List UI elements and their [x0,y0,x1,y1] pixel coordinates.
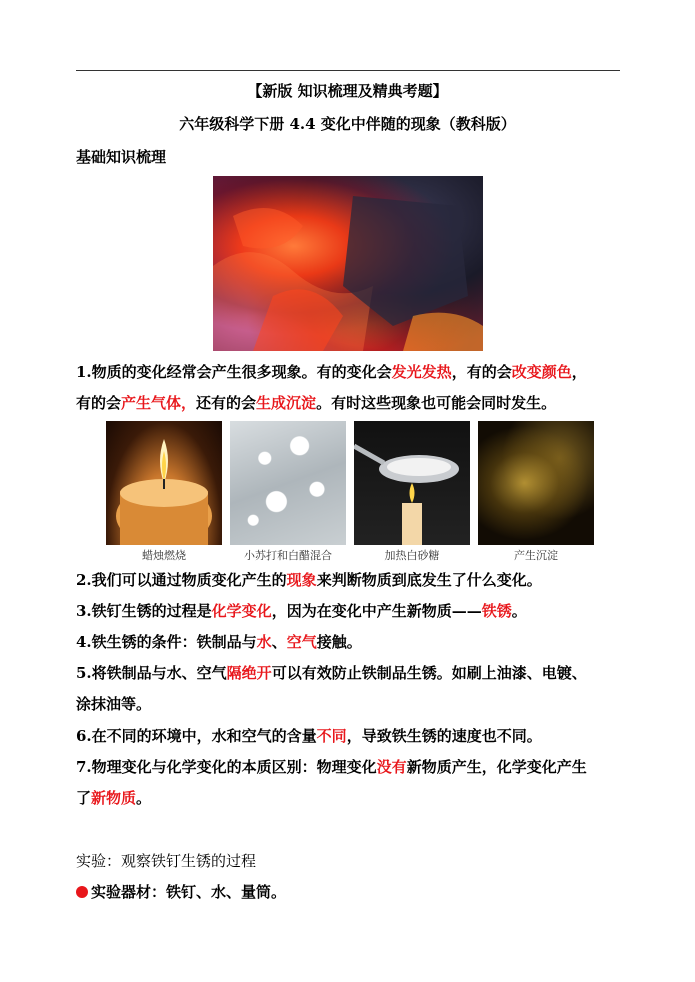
item-2 [76,565,621,596]
highlight-text: 不同 [316,727,347,745]
text: 还有的会 [196,394,257,412]
item-4 [76,627,621,658]
text: 1.物质的变化经常会产生很多现象。有的变化会 [76,363,392,381]
highlight-text: 隔绝开 [226,664,272,682]
text: 新物质产生，化学变化产生 [406,758,587,776]
highlight-text: 生成沉淀 [256,394,317,412]
section-heading: 基础知识梳理 [76,148,167,166]
bubbles-photo [230,421,346,545]
spoon-over-candle-photo [354,421,470,545]
text: ，因为在变化中产生新物质—— [271,602,482,620]
text: 有的会 [76,394,122,412]
text: 2.我们可以通过物质变化产生的 [76,571,287,589]
text: 。有时这些现象也可能会同时发生。 [316,394,557,412]
text: 来判断物质到底发生了什么变化。 [316,571,542,589]
experiment-heading: 实验：观察铁钉生锈的过程 [76,852,257,870]
text: 7.物理变化与化学变化的本质区别：物理变化 [76,758,377,776]
text: 。 [136,789,152,807]
text: 涂抹油等。 [76,695,152,713]
paragraph-1 [76,357,621,419]
text: 5.将铁制品与水、空气 [76,664,227,682]
photo-caption: 产生沉淀 [514,549,558,562]
document-title: 【新版 知识梳理及精典考题】 [247,82,448,100]
item-6 [76,721,621,752]
text: 接触。 [316,633,362,651]
highlight-text: 产生气体， [121,394,197,412]
highlight-text: 化学变化 [211,602,272,620]
paragraph-1-line-2 [76,388,621,419]
highlight-text: 新物质 [91,789,137,807]
highlight-text: 铁锈 [481,602,512,620]
text: ， [571,363,587,381]
text: ，有的会 [451,363,512,381]
text: 实验器材：铁钉、水、量筒。 [91,883,287,901]
text: 了 [76,789,92,807]
text: 、 [271,633,287,651]
photo-caption: 加热白砂糖 [384,549,440,562]
precipitate-photo [478,421,594,545]
item-3 [76,596,621,627]
text: 6.在不同的环境中，水和空气的含量 [76,727,317,745]
text: ，导致铁生锈的速度也不同。 [346,727,542,745]
experiment-materials [76,877,621,908]
highlight-text: 水 [256,633,272,651]
highlight-text: 现象 [286,571,317,589]
text: 3.铁钉生锈的过程是 [76,602,212,620]
paragraph-1-line-1 [76,357,621,388]
text: 。 [511,602,527,620]
header-rule [76,70,620,71]
highlight-text: 发光发热 [391,363,452,381]
photo-caption: 小苏打和白醋混合 [244,549,332,562]
item-7 [76,752,621,814]
item-5 [76,658,621,720]
burning-coal-photo [213,176,483,351]
highlight-text: 改变颜色 [511,363,572,381]
bullet-icon [76,886,88,898]
highlight-text: 空气 [286,633,317,651]
text: 4.铁生锈的条件：铁制品与 [76,633,257,651]
candle-photo [106,421,222,545]
text: 可以有效防止铁制品生锈。如刷上油漆、电镀、 [271,664,587,682]
highlight-text: 没有 [376,758,407,776]
document-subtitle: 六年级科学下册 4.4 变化中伴随的现象（教科版） [179,115,516,133]
photo-caption: 蜡烛燃烧 [142,549,186,562]
